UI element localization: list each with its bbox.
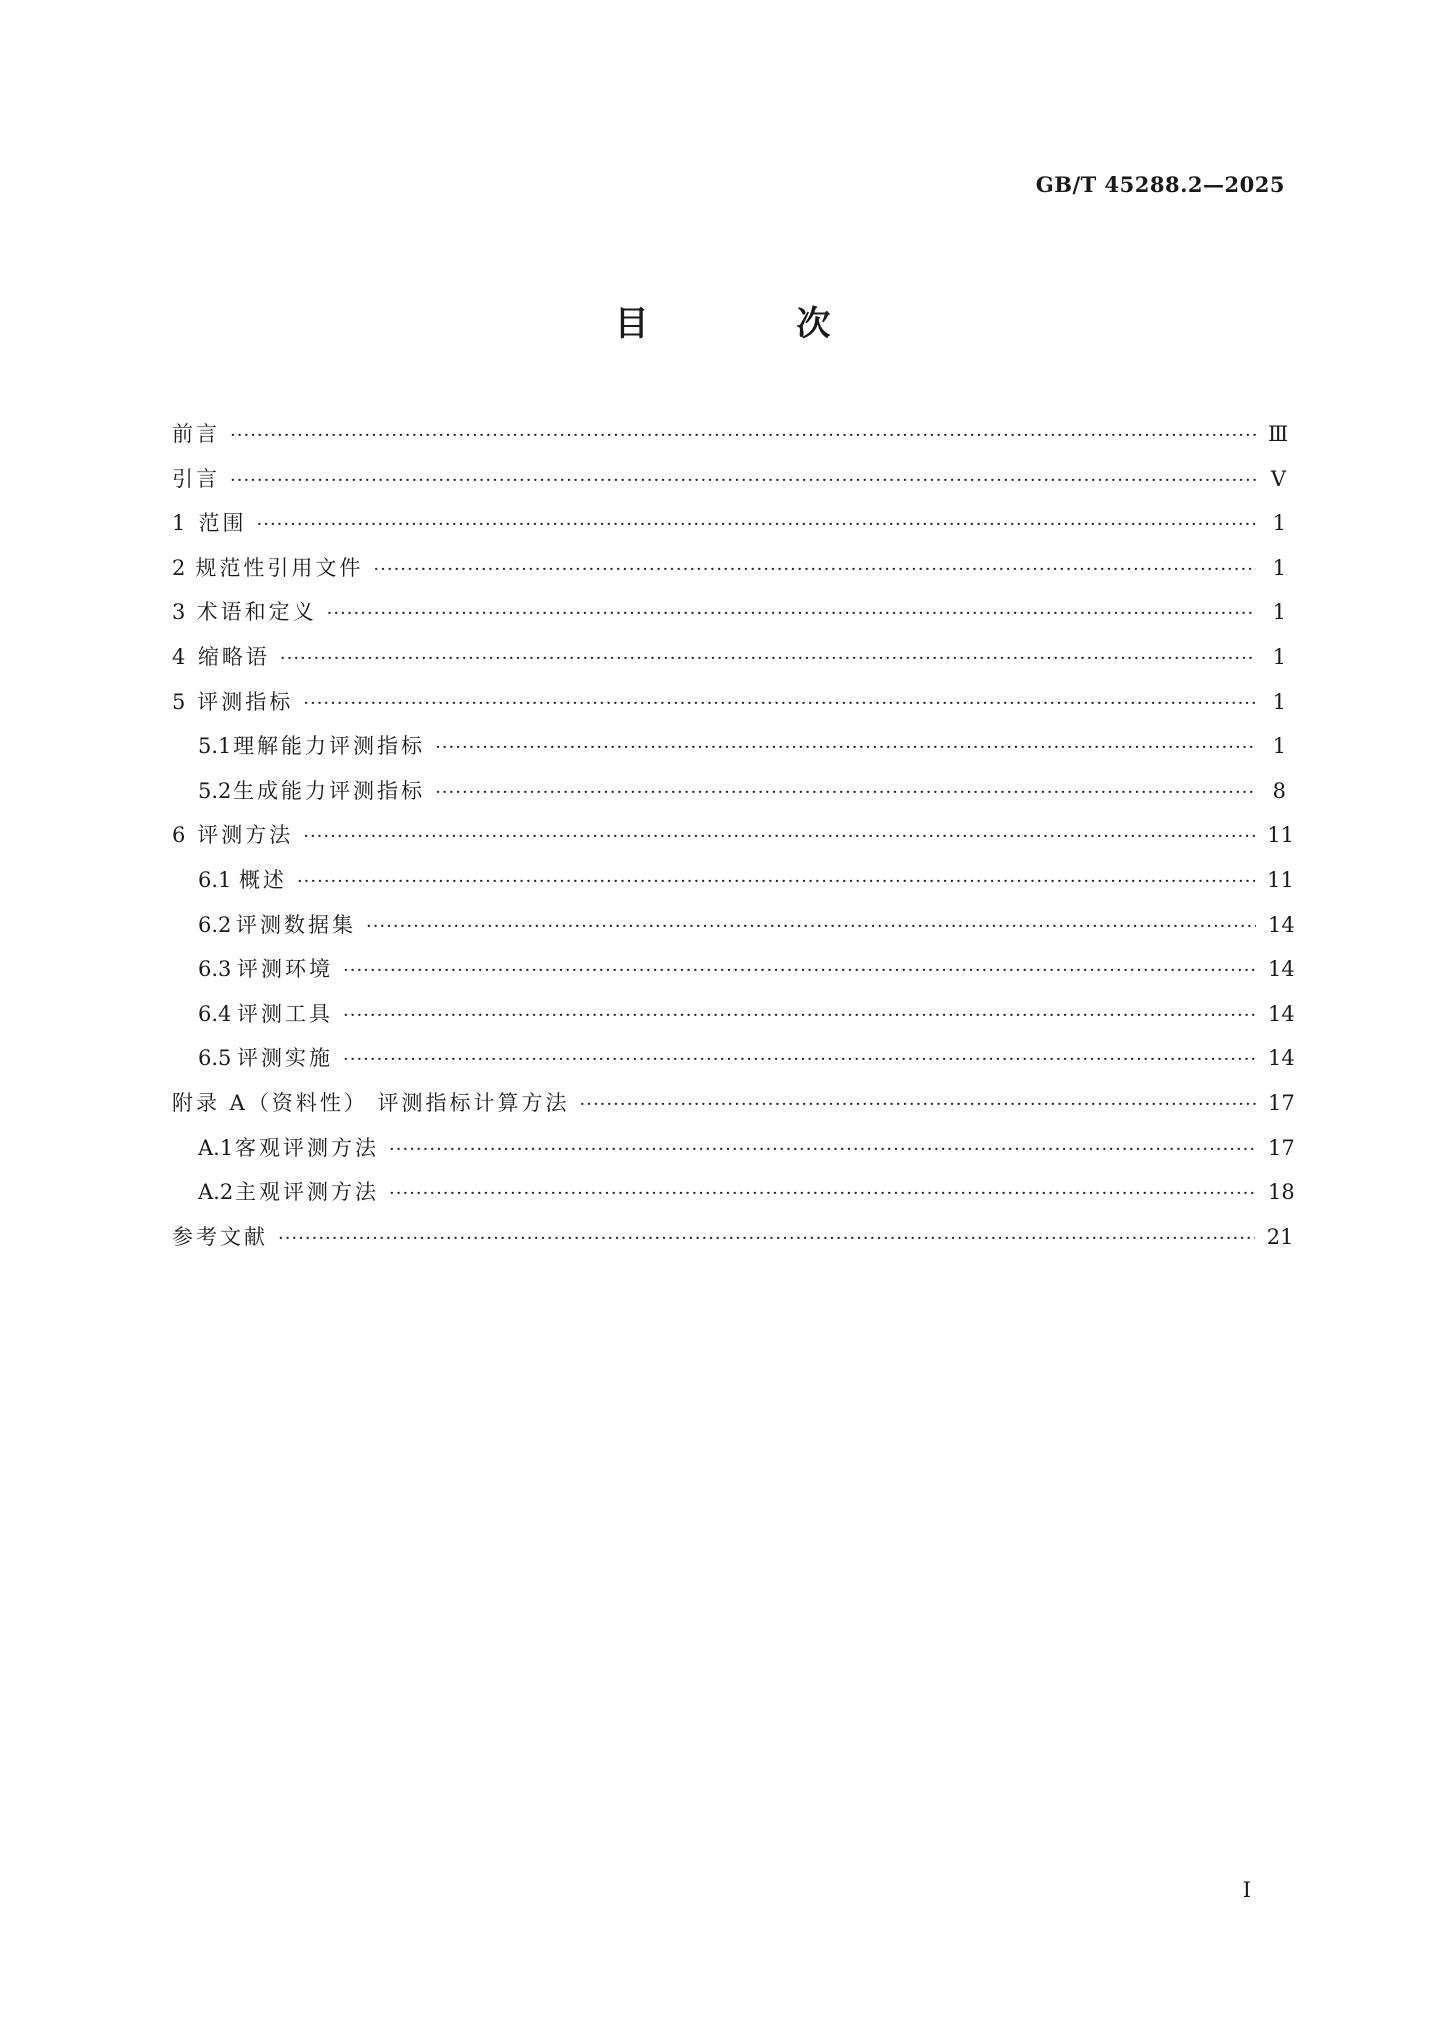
page-title: 目 次 [614, 304, 899, 344]
toc-entry-label: 评测实施 [237, 1046, 333, 1071]
toc-entry-label: 概述 [238, 867, 287, 892]
toc-entry-number: 6.5 [198, 1046, 232, 1071]
toc-entry-3[interactable] [172, 590, 1286, 635]
toc-entry-label: 规范性引用文件 [195, 555, 364, 580]
toc-entry-number: 6.3 [198, 957, 232, 982]
toc-entry-number: 6.2 [198, 912, 232, 937]
toc-entry-5-2[interactable] [172, 769, 1286, 814]
toc-entry-label: 缩略语 [197, 644, 270, 669]
toc-leader-dots [230, 414, 1256, 459]
toc-entry-number: 6.4 [198, 1001, 232, 1026]
toc-entry-label: 前言 [172, 422, 220, 446]
toc-entry-page: 1 [1272, 734, 1286, 759]
toc-entry-1[interactable] [172, 501, 1286, 546]
toc-entry-foreword[interactable] [172, 412, 1289, 457]
toc-entry-6-4[interactable] [172, 992, 1295, 1037]
toc-entry-page: 11 [1267, 867, 1294, 892]
toc-entry-page: 14 [1268, 912, 1295, 937]
toc-entry-a-2[interactable] [172, 1170, 1295, 1215]
toc-entry-label: 客观评测方法 [235, 1135, 380, 1160]
toc-entry-number: 6 [172, 823, 186, 848]
toc-entry-label: 附录 A（资料性） 评测指标计算方法 [172, 1090, 570, 1115]
toc-entry-5-1[interactable] [172, 724, 1286, 769]
toc-entry-number: 1 [172, 511, 186, 536]
toc-entry-label: 评测工具 [237, 1001, 333, 1026]
toc-leader-dots [389, 1172, 1256, 1217]
toc-entry-number: A.1 [198, 1135, 234, 1160]
toc-leader-dots [343, 1038, 1256, 1083]
toc-leader-dots [230, 459, 1256, 504]
toc-leader-dots [303, 815, 1255, 860]
toc-entry-number: 5.2 [198, 778, 232, 803]
toc-entry-6-1[interactable] [172, 858, 1294, 903]
toc-entry-page: Ⅴ [1270, 466, 1286, 491]
toc-leader-dots [435, 726, 1256, 771]
toc-entry-number: 4 [172, 644, 186, 669]
toc-entry-label: 参考文献 [172, 1224, 268, 1249]
toc-entry-label: 评测环境 [237, 957, 333, 982]
toc-entry-number: 2 [172, 555, 186, 580]
toc-leader-dots [343, 949, 1256, 994]
toc-entry-number: 5 [172, 689, 186, 714]
toc-entry-label: 范围 [198, 511, 247, 536]
toc-leader-dots [278, 1217, 1255, 1262]
toc-entry-page: 1 [1272, 644, 1286, 669]
toc-entry-page: 1 [1272, 555, 1286, 580]
toc-leader-dots [327, 592, 1256, 637]
toc-entry-number: 5.1 [198, 734, 232, 759]
toc-entry-page: 8 [1272, 778, 1286, 803]
toc-entry-5[interactable] [172, 680, 1286, 725]
toc-entry-label: 评测指标 [197, 689, 294, 714]
toc-entry-page: Ⅲ [1268, 422, 1289, 446]
toc-leader-dots [373, 548, 1256, 593]
toc-entry-6-2[interactable] [172, 903, 1295, 948]
toc-leader-dots [366, 905, 1256, 950]
toc-leader-dots [389, 1128, 1256, 1173]
toc-entry-a-1[interactable] [172, 1126, 1295, 1171]
toc-entry-page: 14 [1268, 1001, 1295, 1026]
toc-entry-number: 3 [172, 600, 186, 625]
toc-entry-label: 主观评测方法 [235, 1180, 380, 1205]
toc-leader-dots [303, 682, 1256, 727]
toc-entry-2[interactable] [172, 546, 1286, 591]
toc-entry-number: 6.1 [198, 867, 232, 892]
toc-leader-dots [343, 994, 1256, 1039]
toc-entry-page: 18 [1268, 1180, 1295, 1205]
toc-entry-6-5[interactable] [172, 1036, 1295, 1081]
toc-leader-dots [280, 637, 1256, 682]
toc-entry-annex-a[interactable] [172, 1081, 1295, 1126]
toc-entry-page: 17 [1268, 1090, 1295, 1115]
toc-entry-number: A.2 [198, 1180, 234, 1205]
toc-entry-page: 1 [1272, 511, 1286, 536]
toc-entry-page: 14 [1268, 957, 1295, 982]
toc-entry-page: 11 [1267, 823, 1294, 848]
toc-entry-introduction[interactable] [172, 457, 1286, 502]
toc-entry-page: 14 [1268, 1046, 1295, 1071]
toc-leader-dots [297, 860, 1255, 905]
toc-entry-page: 17 [1268, 1135, 1295, 1160]
toc-entry-page: 1 [1272, 600, 1286, 625]
toc-entry-label: 评测方法 [197, 823, 294, 848]
toc-entry-4[interactable] [172, 635, 1286, 680]
toc-entry-label: 生成能力评测指标 [233, 778, 426, 803]
toc-entry-6[interactable] [172, 813, 1294, 858]
toc-entry-label: 理解能力评测指标 [233, 734, 426, 759]
table-of-contents [172, 412, 1295, 1259]
toc-entry-6-3[interactable] [172, 947, 1295, 992]
toc-leader-dots [257, 503, 1257, 548]
toc-entry-label: 引言 [172, 466, 220, 491]
toc-entry-bibliography[interactable] [172, 1215, 1294, 1260]
toc-entry-page: 1 [1272, 689, 1286, 714]
page-number: I [1242, 1878, 1251, 1902]
toc-entry-label: 评测数据集 [236, 912, 357, 937]
document-code: GB/T 45288.2—2025 [1035, 172, 1285, 197]
toc-entry-label: 术语和定义 [196, 600, 317, 625]
toc-leader-dots [435, 771, 1256, 816]
toc-entry-page: 21 [1266, 1224, 1294, 1249]
toc-leader-dots [580, 1083, 1256, 1128]
